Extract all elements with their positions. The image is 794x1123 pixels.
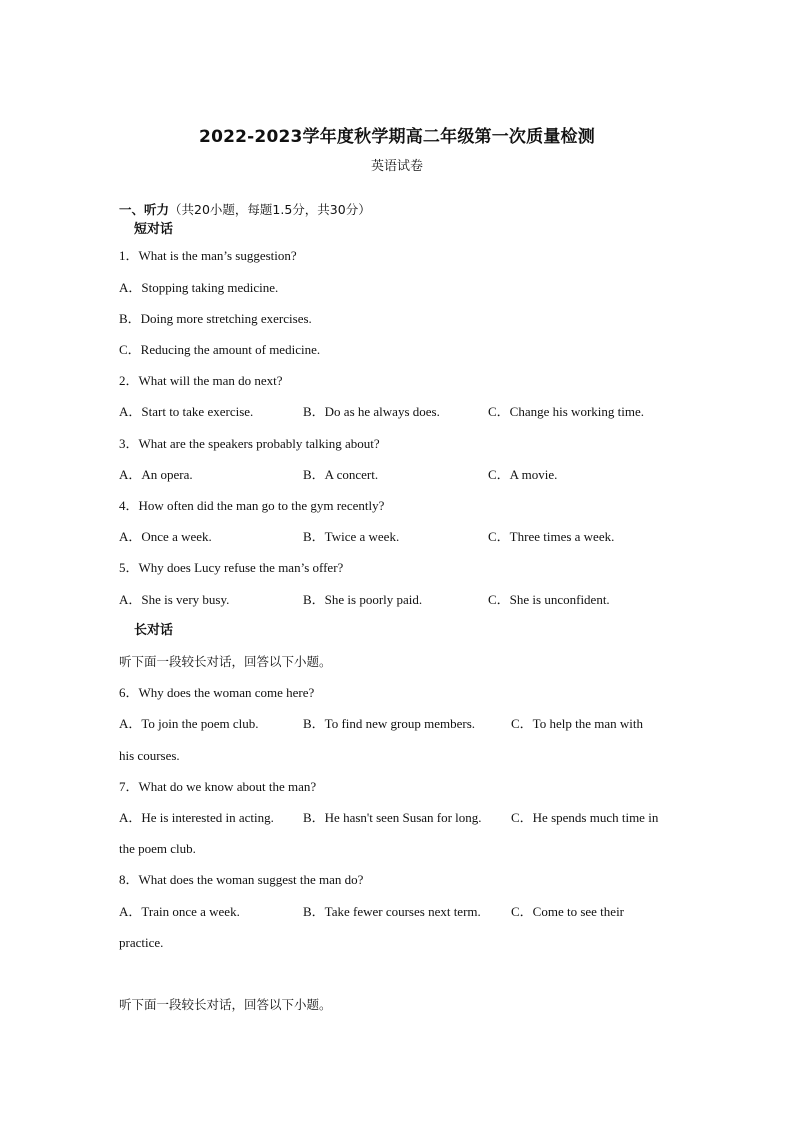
question-option: A．To join the poem club.	[119, 716, 259, 731]
question-option: C．Come to see their	[511, 904, 625, 919]
question-option: B．A concert.	[303, 467, 379, 482]
question-option-continuation: his courses.	[119, 748, 180, 763]
question-option: C．He spends much time in	[511, 810, 659, 825]
question-option: C．Reducing the amount of medicine.	[119, 342, 321, 357]
question-option: B．Take fewer courses next term.	[303, 904, 481, 919]
question-stem: 1．What is the man’s suggestion?	[119, 248, 297, 263]
part-heading-short: 短对话	[134, 222, 174, 237]
question-option: B．Do as he always does.	[303, 404, 440, 419]
question-option: B．Twice a week.	[303, 529, 400, 544]
question-option: A．Train once a week.	[119, 904, 240, 919]
part-heading-long: 长对话	[134, 623, 174, 638]
question-option: C．A movie.	[488, 467, 558, 482]
question-option-continuation: practice.	[119, 935, 164, 950]
question-stem: 7．What do we know about the man?	[119, 779, 317, 794]
question-option: A．Start to take exercise.	[119, 404, 254, 419]
question-option: C．She is unconfident.	[488, 592, 610, 607]
question-option: A．Once a week.	[119, 529, 212, 544]
question-option-continuation: the poem club.	[119, 841, 196, 856]
question-option: C．Change his working time.	[488, 404, 644, 419]
section-note: （共20小题，每题1.5分，共30分）	[169, 202, 371, 217]
section-heading	[119, 201, 371, 219]
question-stem: 4．How often did the man go to the gym recently?	[119, 498, 385, 513]
question-stem: 3．What are the speakers probably talking about?	[119, 436, 380, 451]
question-option: C．To help the man with	[511, 716, 643, 731]
question-stem: 2．What will the man do next?	[119, 373, 283, 388]
question-stem: 5．Why does Lucy refuse the man’s offer?	[119, 560, 344, 575]
question-option: B．He hasn't seen Susan for long.	[303, 810, 482, 825]
question-option: A．An opera.	[119, 467, 193, 482]
question-option: B．To find new group members.	[303, 716, 476, 731]
page-title: 2022-2023学年度秋学期高二年级第一次质量检测	[199, 127, 595, 147]
question-stem: 6．Why does the woman come here?	[119, 685, 315, 700]
page-subtitle: 英语试卷	[370, 159, 423, 174]
question-option: B．Doing more stretching exercises.	[119, 311, 312, 326]
instruction-text: 听下面一段较长对话，回答以下小题。	[119, 997, 332, 1012]
question-option: B．She is poorly paid.	[303, 592, 423, 607]
question-option: A．He is interested in acting.	[119, 810, 274, 825]
instruction-text: 听下面一段较长对话，回答以下小题。	[119, 654, 332, 669]
section-label: 一、听力	[119, 202, 170, 217]
question-option: A．She is very busy.	[119, 592, 230, 607]
question-stem: 8．What does the woman suggest the man do?	[119, 872, 364, 887]
question-option: C．Three times a week.	[488, 529, 615, 544]
question-option: A．Stopping taking medicine.	[119, 280, 279, 295]
